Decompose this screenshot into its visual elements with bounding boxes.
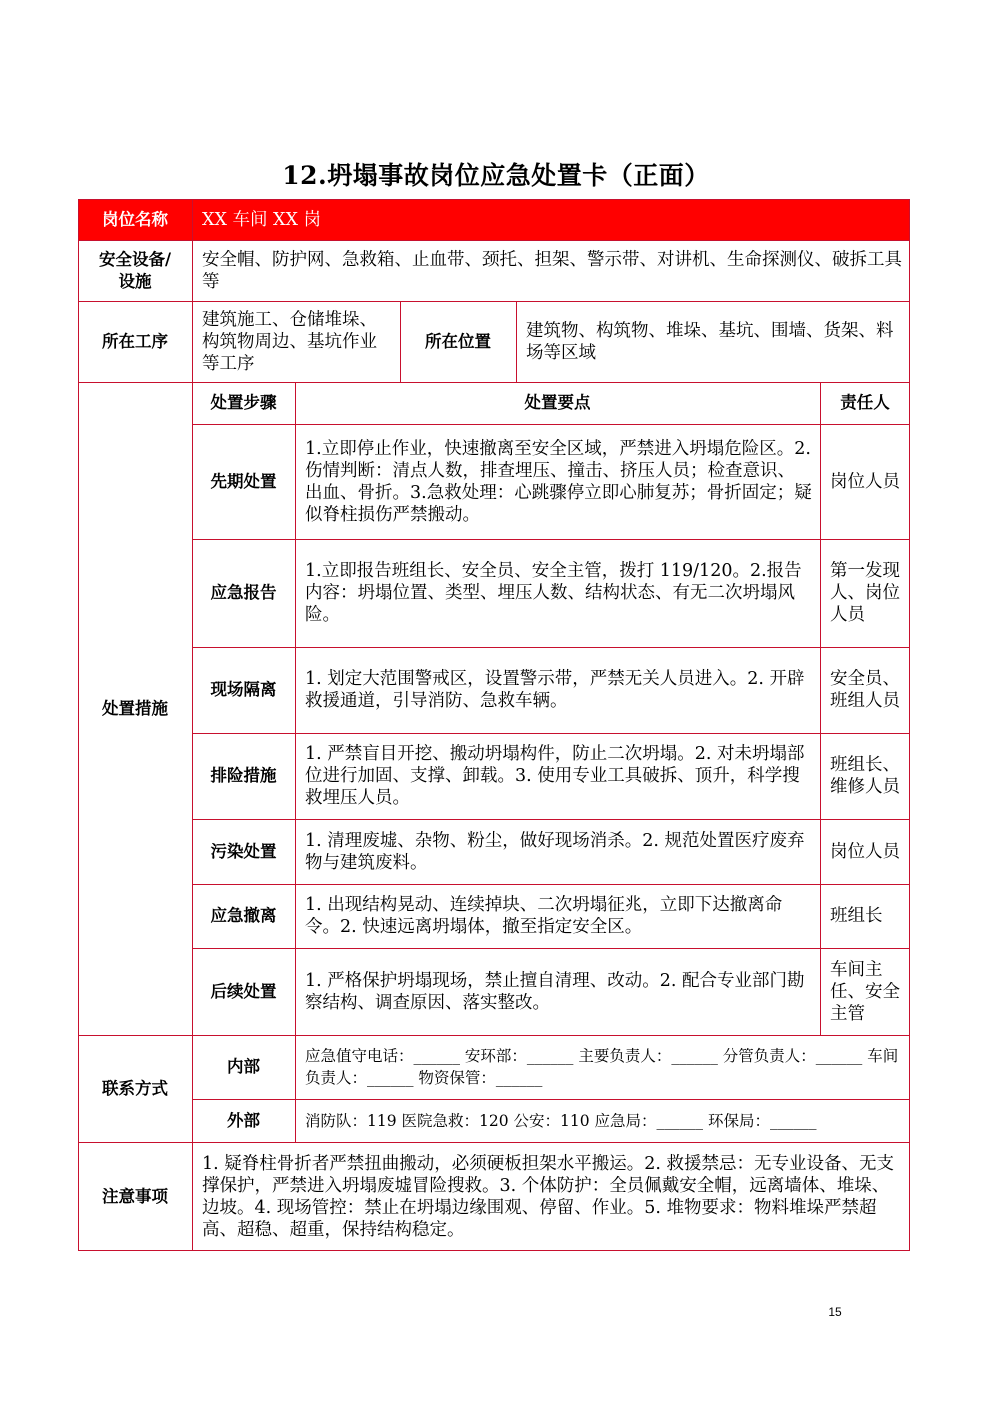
row-divider bbox=[78, 240, 910, 241]
measure-points-1: 1.立即停止作业，快速撤离至安全区域，严禁进入坍塌危险区。2.伤情判断：清点人数，排查埋压、撞击、挤压人员；检查意识、出血、骨折。3.急救处理：心跳骤停立即心肺复苏；骨折固定；疑似脊柱损伤严禁搬动。 bbox=[305, 438, 812, 525]
notes-label: 注意事项 bbox=[102, 1186, 168, 1206]
measure-step-6: 应急撤离 bbox=[210, 906, 277, 925]
border-bottom bbox=[78, 1250, 910, 1251]
process-value: 建筑施工、仓储堆垛、构筑物周边、基坑作业等工序 bbox=[202, 309, 377, 374]
measure-step-3: 现场隔离 bbox=[210, 680, 277, 699]
measure-owner-3: 安全员、班组人员 bbox=[830, 669, 900, 711]
row-divider bbox=[192, 733, 910, 734]
col-divider bbox=[400, 301, 401, 382]
row-divider bbox=[192, 647, 910, 648]
measures-label: 处置措施 bbox=[102, 698, 168, 718]
measure-step-1: 先期处置 bbox=[210, 471, 277, 491]
emergency-card-table bbox=[78, 199, 910, 1251]
location-value: 建筑物、构筑物、堆垛、基坑、围墙、货架、料场等区域 bbox=[526, 320, 894, 363]
measure-step-5: 污染处置 bbox=[210, 841, 277, 861]
notes-value: 1. 疑脊柱骨折者严禁扭曲搬动，必须硬板担架水平搬运。2. 救援禁忌：无专业设备、无支撑保护，严禁进入坍塌废墟冒险搜救。3. 个体防护：全员佩戴安全帽，远离墙体、堆垛、边坡。4. 现场管控：禁止在坍塌边缘围观、停留、作业。5. 堆物要求：物料堆垛严禁超高、超稳、超重，保持结构稳定。 bbox=[202, 1153, 895, 1240]
row-divider bbox=[192, 1099, 910, 1100]
page-number: 15 bbox=[828, 1305, 842, 1319]
measure-points-3: 1. 划定大范围警戒区，设置警示带，严禁无关人员进入。2. 开辟救援通道，引导消防、急救车辆。 bbox=[305, 669, 805, 711]
contact-external-value: 消防队：119 医院急救：120 公安：110 应急局：______ 环保局：______ bbox=[305, 1111, 817, 1130]
row-divider bbox=[192, 539, 910, 540]
contact-label: 联系方式 bbox=[102, 1078, 168, 1098]
measure-points-2: 1.立即报告班组长、安全员、安全主管，拨打 119/120。2.报告内容：坍塌位置、类型、埋压人数、结构状态、有无二次坍塌风险。 bbox=[305, 561, 802, 625]
row-divider bbox=[78, 382, 910, 383]
row-divider bbox=[78, 1035, 910, 1036]
equipment-value: 安全帽、防护网、急救箱、止血带、颈托、担架、警示带、对讲机、生命探测仪、破拆工具等 bbox=[202, 249, 902, 292]
row-divider bbox=[192, 884, 910, 885]
measure-owner-1: 岗位人员 bbox=[830, 471, 900, 492]
measure-points-6: 1. 出现结构晃动、连续掉块、二次坍塌征兆，立即下达撤离命令。2. 快速远离坍塌体，撤至指定安全区。 bbox=[305, 895, 783, 937]
equipment-label: 安全设备/设施 bbox=[98, 249, 172, 291]
row-divider bbox=[192, 819, 910, 820]
row-divider bbox=[192, 948, 910, 949]
col-divider bbox=[516, 301, 517, 382]
row-divider bbox=[78, 301, 910, 302]
measure-points-5: 1. 清理废墟、杂物、粉尘，做好现场消杀。2. 规范处置医疗废弃物与建筑废料。 bbox=[305, 830, 805, 873]
contact-internal-value: 应急值守电话：______ 安环部：______ 主要负责人：______ 分管负责人：______ 车间负责人：______ 物资保管：______ bbox=[305, 1047, 899, 1087]
post-name-value: XX 车间 XX 岗 bbox=[192, 199, 910, 240]
process-label: 所在工序 bbox=[102, 331, 168, 351]
location-label: 所在位置 bbox=[425, 331, 491, 351]
row-divider bbox=[78, 1142, 910, 1143]
measure-owner-5: 岗位人员 bbox=[830, 841, 900, 862]
col-owner-header: 责任人 bbox=[840, 393, 890, 412]
contact-internal-label: 内部 bbox=[227, 1057, 260, 1076]
col-points-header: 处置要点 bbox=[524, 393, 591, 412]
measure-points-4: 1. 严禁盲目开挖、搬动坍塌构件，防止二次坍塌。2. 对未坍塌部位进行加固、支撑、卸载。3. 使用专业工具破拆、顶升，科学搜救埋压人员。 bbox=[305, 744, 805, 808]
measure-step-7: 后续处置 bbox=[210, 981, 277, 1001]
col-step-header: 处置步骤 bbox=[210, 393, 277, 412]
measure-step-2: 应急报告 bbox=[210, 583, 277, 602]
col-divider bbox=[192, 199, 193, 1251]
border-left bbox=[78, 199, 79, 1251]
row-divider bbox=[192, 424, 910, 425]
col-divider bbox=[295, 382, 296, 1142]
page-title: 12.坍塌事故岗位应急处置卡（正面） bbox=[282, 161, 710, 190]
measure-owner-6: 班组长 bbox=[830, 906, 883, 926]
contact-external-label: 外部 bbox=[227, 1110, 260, 1130]
measure-owner-7: 车间主任、安全主管 bbox=[830, 959, 900, 1024]
measure-step-4: 排险措施 bbox=[210, 766, 277, 785]
border-right bbox=[909, 199, 910, 1251]
border-top bbox=[78, 199, 910, 200]
measure-owner-2: 第一发现人、岗位人员 bbox=[830, 561, 900, 625]
post-name-label: 岗位名称 bbox=[78, 199, 192, 240]
measure-points-7: 1. 严格保护坍塌现场，禁止擅自清理、改动。2. 配合专业部门勘察结构、调查原因、落实整改。 bbox=[305, 970, 805, 1013]
measure-owner-4: 班组长、维修人员 bbox=[830, 755, 900, 797]
col-divider bbox=[820, 382, 821, 1035]
